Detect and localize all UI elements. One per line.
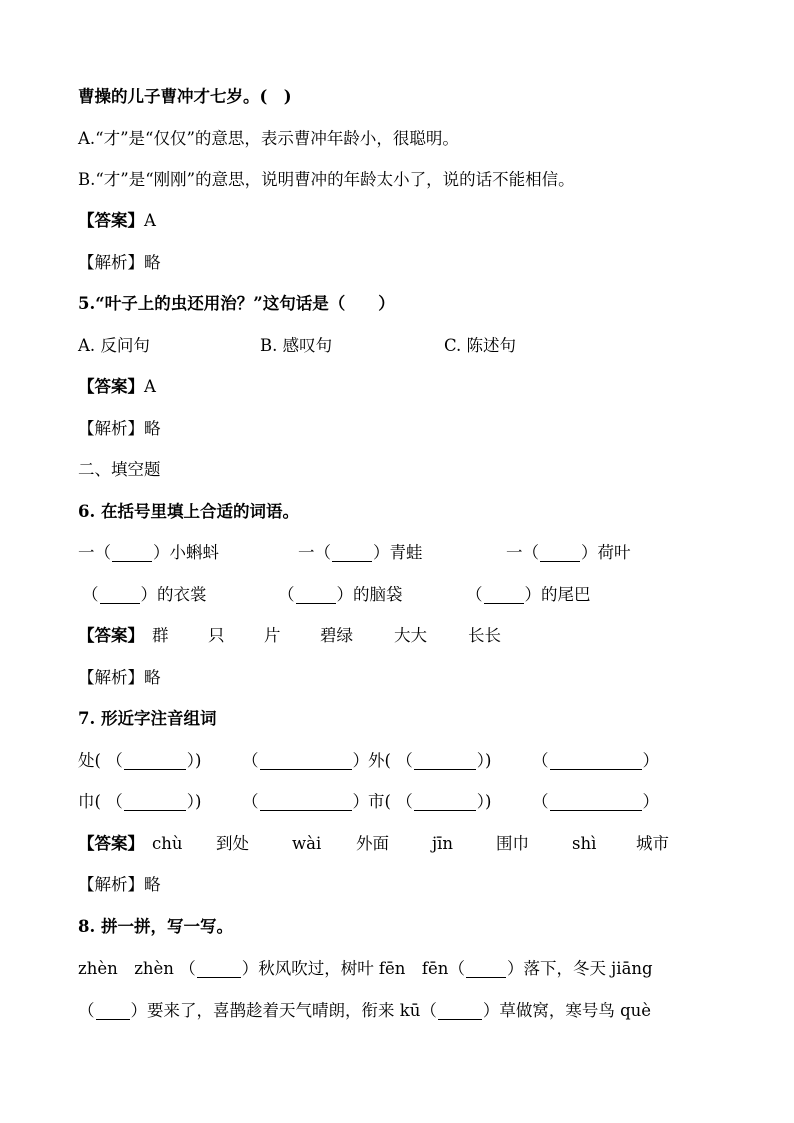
answer-value: jīn xyxy=(432,834,454,853)
q5-answer xyxy=(78,374,724,400)
char-blank[interactable] xyxy=(466,961,506,978)
char-text: 处( xyxy=(78,751,101,770)
q6-blank-item xyxy=(298,540,423,566)
q6-analysis xyxy=(78,665,724,691)
passage-text: 草做窝，寒号鸟 què xyxy=(499,1001,652,1020)
answer-label: 【答案】 xyxy=(78,834,144,853)
word-blank[interactable] xyxy=(260,753,352,770)
open-paren: （ xyxy=(532,792,549,811)
q6-blank-item xyxy=(466,582,591,608)
answer-value: 碧绿 xyxy=(320,626,353,645)
char-text: 巾( xyxy=(78,792,101,811)
q6-row1 xyxy=(78,540,724,566)
open-paren: （ xyxy=(242,751,259,770)
answer-label: 【答案】 xyxy=(78,377,144,396)
open-paren: （ xyxy=(106,751,123,770)
item-text: ）的脑袋 xyxy=(336,585,403,604)
q6-answer xyxy=(78,623,724,649)
analysis-label: 【解析】 xyxy=(78,253,144,272)
q7-word-group xyxy=(532,748,659,774)
open-paren: （ xyxy=(466,585,483,604)
q5-options xyxy=(78,333,724,359)
close-paren: ）) xyxy=(476,751,492,770)
answer-value: 外面 xyxy=(356,834,389,853)
char-blank[interactable] xyxy=(438,1003,482,1020)
analysis-value: 略 xyxy=(144,668,161,687)
pinyin-blank[interactable] xyxy=(414,753,476,770)
open-paren: 一（ xyxy=(298,543,331,562)
close-paren: ） xyxy=(482,1001,500,1020)
item-text: ）的尾巴 xyxy=(524,585,591,604)
word-blank[interactable] xyxy=(550,753,642,770)
open-paren: （ xyxy=(532,751,549,770)
q5-option-b: B. 感叹句 xyxy=(260,336,333,355)
open-paren: （ xyxy=(396,751,413,770)
q7-row2 xyxy=(78,789,724,815)
q7-analysis xyxy=(78,872,724,898)
q6-blank-item xyxy=(82,582,207,608)
close-paren: ） xyxy=(352,751,369,770)
answer-value: 到处 xyxy=(216,834,249,853)
word-blank[interactable] xyxy=(550,794,642,811)
open-paren: （ xyxy=(78,1001,95,1020)
passage-text: 要来了，喜鹊趁着天气晴朗，衔来 kū xyxy=(147,1001,421,1020)
q7-word-group xyxy=(242,789,369,815)
blank-line[interactable] xyxy=(112,545,152,562)
blank-line[interactable] xyxy=(540,545,580,562)
pinyin-blank[interactable] xyxy=(124,753,186,770)
item-text: ）青蛙 xyxy=(373,543,423,562)
q6-blank-item xyxy=(278,582,403,608)
answer-value: 群 xyxy=(152,626,169,645)
analysis-value: 略 xyxy=(144,419,161,438)
q7-char-group xyxy=(368,789,491,815)
open-paren: （ xyxy=(106,792,123,811)
open-paren: （ xyxy=(448,959,465,978)
item-text: ）荷叶 xyxy=(581,543,631,562)
q5-stem: 5.“叶子上的虫还用治？”这句话是（ ） xyxy=(78,294,395,313)
answer-label: 【答案】 xyxy=(78,211,144,230)
section-title: 二、填空题 xyxy=(78,460,161,479)
answer-value: 长长 xyxy=(468,626,501,645)
close-paren: ） xyxy=(241,959,259,978)
analysis-label: 【解析】 xyxy=(78,419,144,438)
open-paren: 一（ xyxy=(78,543,111,562)
q4-answer xyxy=(78,208,724,234)
q4-option-a: A.“才”是“仅仅”的意思，表示曹冲年龄小，很聪明。 xyxy=(78,129,459,148)
q5-analysis xyxy=(78,416,724,442)
blank-line[interactable] xyxy=(484,587,524,604)
q7-answer xyxy=(78,831,724,857)
pinyin-blank[interactable] xyxy=(414,794,476,811)
q4-stem: 曹操的儿子曹冲才七岁。( ) xyxy=(78,87,292,106)
answer-value: 围巾 xyxy=(496,834,529,853)
q5-option-c: C. 陈述句 xyxy=(444,336,517,355)
open-paren: （ xyxy=(242,792,259,811)
answer-value: 片 xyxy=(264,626,281,645)
q7-word-group xyxy=(532,789,659,815)
close-paren: ） xyxy=(506,959,524,978)
q7-char-group xyxy=(368,748,491,774)
q5-option-a: A. 反问句 xyxy=(78,336,150,355)
close-paren: ）) xyxy=(476,792,492,811)
passage-text: 落下，冬天 jiāng xyxy=(523,959,653,978)
q7-row1 xyxy=(78,748,724,774)
pinyin-text: zhèn zhèn xyxy=(78,959,174,978)
q7-char-group xyxy=(78,789,201,815)
answer-label: 【答案】 xyxy=(78,626,144,645)
q8-stem: 8. 拼一拼，写一写。 xyxy=(78,917,233,936)
word-blank[interactable] xyxy=(260,794,352,811)
item-text: ）的衣裳 xyxy=(140,585,207,604)
open-paren: （ xyxy=(396,792,413,811)
q6-blank-item xyxy=(78,540,219,566)
char-text: 外( xyxy=(368,751,391,770)
pinyin-blank[interactable] xyxy=(124,794,186,811)
open-paren: （ xyxy=(278,585,295,604)
q7-stem: 7. 形近字注音组词 xyxy=(78,709,217,728)
q6-row2 xyxy=(78,582,724,608)
analysis-value: 略 xyxy=(144,253,161,272)
open-paren: 一（ xyxy=(506,543,539,562)
analysis-label: 【解析】 xyxy=(78,875,144,894)
close-paren: ） xyxy=(352,792,369,811)
answer-value: 只 xyxy=(208,626,225,645)
q4-option-b: B.“才”是“刚刚”的意思，说明曹冲的年龄太小了，说的话不能相信。 xyxy=(78,170,575,189)
q8-line2 xyxy=(78,998,734,1024)
open-paren: （ xyxy=(82,585,99,604)
blank-line[interactable] xyxy=(332,545,372,562)
q6-stem: 6. 在括号里填上合适的词语。 xyxy=(78,502,299,521)
close-paren: ） xyxy=(130,1001,147,1020)
blank-line[interactable] xyxy=(296,587,336,604)
q6-blank-item xyxy=(506,540,631,566)
analysis-label: 【解析】 xyxy=(78,668,144,687)
q7-char-group xyxy=(78,748,201,774)
answer-value: 城市 xyxy=(636,834,669,853)
q4-analysis xyxy=(78,250,724,276)
passage-text: 秋风吹过，树叶 fēn fēn xyxy=(258,959,449,978)
answer-value: wài xyxy=(292,834,322,853)
char-blank[interactable] xyxy=(197,961,241,978)
open-paren: （ xyxy=(420,1001,437,1020)
item-text: ）小蝌蚪 xyxy=(153,543,219,562)
char-blank[interactable] xyxy=(96,1003,130,1020)
close-paren: ）) xyxy=(186,792,202,811)
blank-line[interactable] xyxy=(100,587,140,604)
answer-value: chù xyxy=(152,834,183,853)
close-paren: ） xyxy=(642,792,659,811)
close-paren: ） xyxy=(642,751,659,770)
q7-word-group xyxy=(242,748,369,774)
char-text: 市( xyxy=(368,792,391,811)
answer-value: 大大 xyxy=(394,626,427,645)
answer-value: shì xyxy=(572,834,597,853)
analysis-value: 略 xyxy=(144,875,161,894)
open-paren: （ xyxy=(179,959,196,978)
answer-value: A xyxy=(144,377,156,396)
q8-line1 xyxy=(78,956,734,982)
close-paren: ）) xyxy=(186,751,202,770)
answer-value: A xyxy=(144,211,156,230)
